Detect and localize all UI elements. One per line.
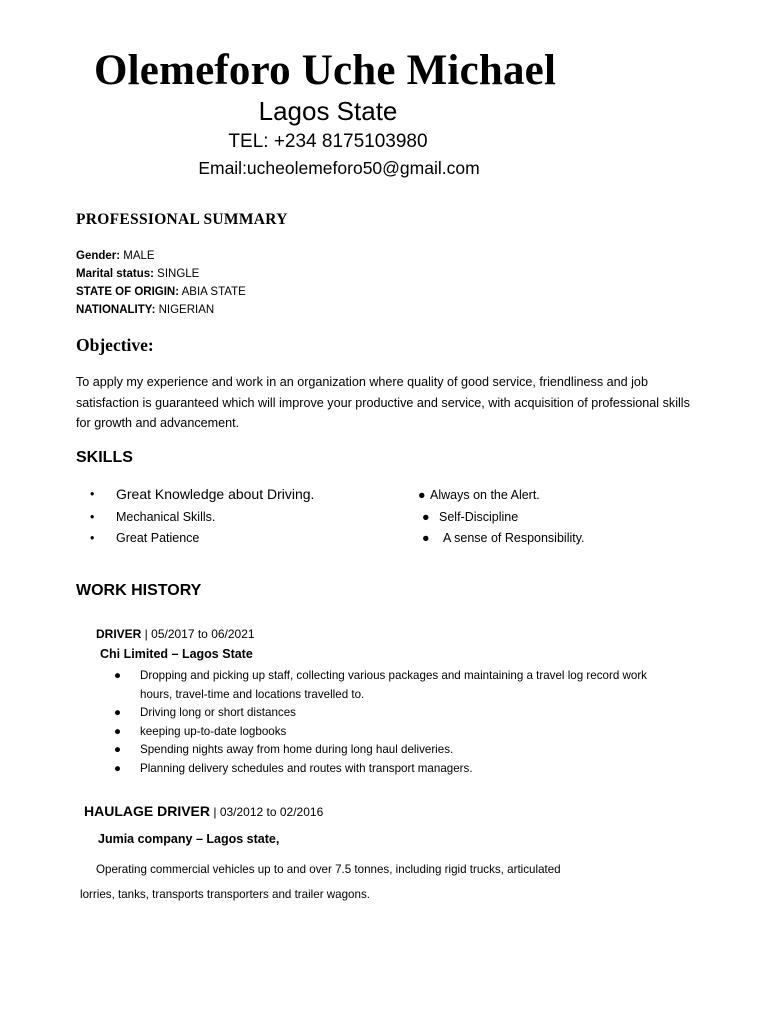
job-title-line: DRIVER | 05/2017 to 06/2021: [96, 627, 255, 641]
candidate-phone: TEL: +234 8175103980: [228, 131, 428, 152]
objective-heading: Objective:: [76, 335, 154, 355]
job-dates: 05/2017 to 06/2021: [151, 627, 255, 641]
list-item: ● Driving long or short distances: [112, 704, 672, 723]
job-role: HAULAGE DRIVER: [84, 803, 211, 819]
skills-heading: SKILLS: [76, 449, 133, 466]
info-marital-status: Marital status: SINGLE: [76, 268, 200, 280]
bullet-icon: ●: [114, 743, 122, 756]
bullet-icon: ●: [114, 706, 122, 719]
list-item: ● Dropping and picking up staff, collecting various packages and maintaining a travel log record work hours, travel-time and locations travelled to.: [114, 669, 647, 701]
info-state-of-origin: STATE OF ORIGIN: ABIA STATE: [76, 286, 246, 298]
job-role: DRIVER: [96, 627, 142, 641]
bullet-icon: •: [90, 531, 95, 545]
job-dates: 03/2012 to 02/2016: [219, 805, 324, 819]
candidate-location: Lagos State: [258, 96, 398, 126]
bullet-icon: ●: [114, 669, 122, 682]
job-title-line: HAULAGE DRIVER | 03/2012 to 02/2016: [84, 803, 324, 819]
bullet-icon: ●: [114, 724, 122, 738]
job-description: Operating commercial vehicles up to and over 7.5 tonnes, including rigid trucks, articulated lorries, tanks, transports transporters and trailer wagons.: [80, 863, 561, 901]
candidate-name: Olemeforo Uche Michael: [94, 47, 557, 94]
bullet-icon: •: [90, 487, 95, 501]
job-company: Jumia company – Lagos state,: [98, 832, 280, 846]
bullet-icon: ●: [422, 531, 430, 545]
work-history-heading: WORK HISTORY: [76, 582, 202, 599]
resume-page: Olemeforo Uche Michael Lagos State TEL: +234 8175103980 Email:ucheolemeforo50@gmail.com PROFESSIONAL SUMMARY Gender: MALE Marital status: SINGLE STATE OF ORIGIN: ABIA STATE NATIONALITY: NIGERIAN Objective: To apply my experience and work in an organization where quality of good service, friendliness and job satisfaction is guaranteed which will improve your productive and service, with acquisition of professional skills for growth and advancement. SKILLS • Great Knowledge about Driving. • Mechanical Skills. • Great Patience ● Always on the Alert. ● Self-Discipline ● A sense of Responsibility. WORK HISTORY DRIVER | 05/2017 to 06/2021 Chi Limited – Lagos State ● Dropping and picking up staff, collecting various packages and maintaining a travel log record work hours, travel-time and locations travelled to. ● Driving long or short distances ● keeping up-to-date logbooks ● Spending nights away from home during long haul deliveries. ● Planning delivery schedules and routes with transport managers. HAULAGE DRIVER | 03/2012 to 02/2016 Jumia company – Lagos state, Operating commercial vehicles up to and over 7.5 tonnes, including rigid trucks, articulated lorries, tanks, transports transporters and trailer wagons.: [0, 0, 768, 1024]
professional-summary-heading: PROFESSIONAL SUMMARY: [76, 211, 288, 228]
info-nationality: NATIONALITY: NIGERIAN: [76, 304, 215, 316]
list-item: ● Spending nights away from home during long haul deliveries.: [112, 741, 672, 760]
bullet-icon: •: [90, 510, 95, 524]
bullet-icon: ●: [114, 761, 122, 775]
list-item: ● Planning delivery schedules and routes with transport managers.: [112, 760, 672, 779]
personal-info: [76, 247, 246, 319]
list-item: ● keeping up-to-date logbooks: [112, 723, 672, 742]
objective-text: To apply my experience and work in an organization where quality of good service, friendliness and job satisfaction is guaranteed which will improve your productive and service, with acquisition of professional skills for growth and advancement.: [76, 375, 690, 430]
candidate-email: Email:ucheolemeforo50@gmail.com: [198, 158, 480, 178]
job-company: Chi Limited – Lagos State: [100, 647, 253, 661]
info-gender: Gender: MALE: [76, 250, 155, 262]
bullet-icon: ●: [422, 510, 430, 524]
job-duties-list: [112, 667, 672, 778]
bullet-icon: ●: [418, 488, 426, 502]
